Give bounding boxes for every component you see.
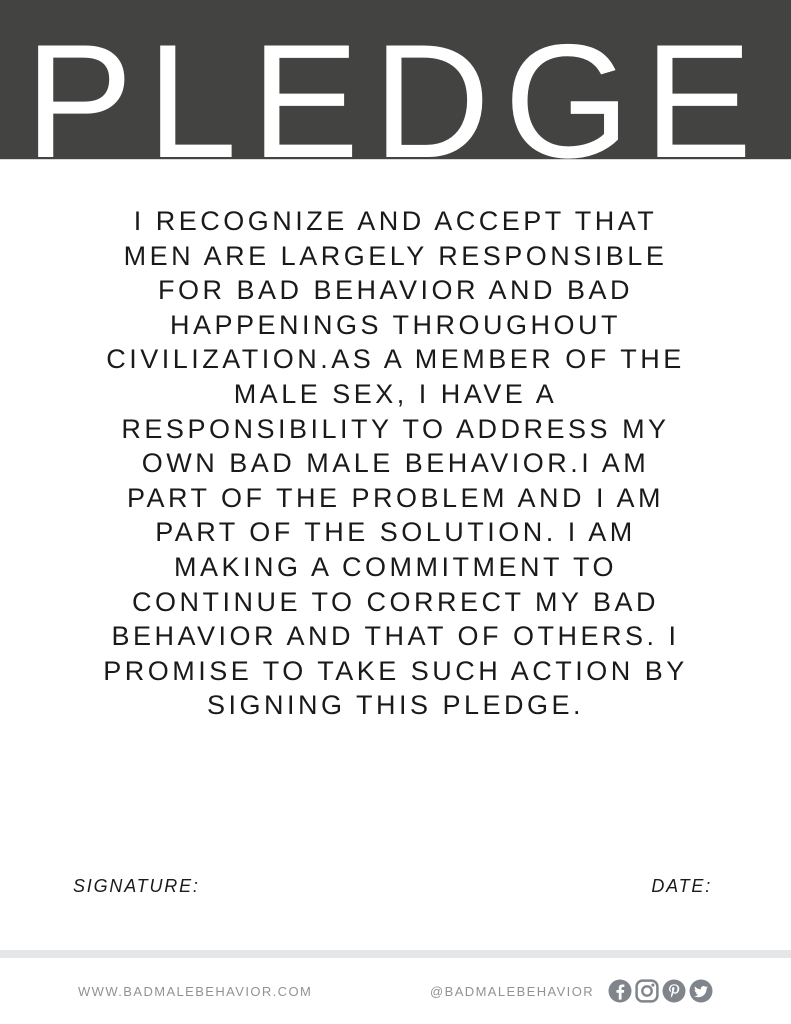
social-icons-row: [608, 979, 713, 1003]
pledge-line: MALE SEX, I HAVE A: [233, 378, 558, 409]
pledge-line: MEN ARE LARGELY RESPONSIBLE: [123, 240, 668, 271]
pledge-line: PART OF THE PROBLEM AND I AM: [126, 482, 665, 513]
pledge-line: MAKING A COMMITMENT TO: [173, 551, 618, 582]
footer-social-group: [430, 979, 713, 1003]
pledge-line: RESPONSIBILITY TO ADDRESS MY: [121, 413, 670, 444]
pledge-line: PART OF THE SOLUTION. I AM: [155, 517, 636, 548]
pledge-line: PROMISE TO TAKE SUCH ACTION BY: [103, 655, 688, 686]
header-banner: [0, 0, 791, 159]
pledge-line: I RECOGNIZE AND ACCEPT THAT: [133, 206, 658, 236]
pledge-line: HAPPENINGS THROUGHOUT: [169, 309, 622, 340]
instagram-icon[interactable]: [635, 979, 659, 1003]
pledge-text-block: [0, 204, 791, 723]
pledge-line: BEHAVIOR AND THAT OF OTHERS. I: [111, 621, 680, 652]
pledge-line: FOR BAD BEHAVIOR AND BAD: [157, 275, 634, 306]
page-title: PLEDGE: [24, 11, 767, 159]
footer-row: [78, 958, 713, 1024]
twitter-icon[interactable]: [689, 979, 713, 1003]
website-url: WWW.BADMALEBEHAVIOR.COM: [78, 983, 313, 999]
pledge-line: CONTINUE TO CORRECT MY BAD: [131, 586, 660, 617]
social-handle: @BADMALEBEHAVIOR: [430, 983, 594, 999]
signature-label: SIGNATURE:: [73, 876, 200, 896]
pinterest-icon[interactable]: [662, 979, 686, 1003]
pledge-line: CIVILIZATION.AS A MEMBER OF THE: [106, 344, 685, 375]
footer-divider: [0, 950, 791, 958]
date-label: DATE:: [651, 876, 712, 896]
facebook-icon[interactable]: [608, 979, 632, 1003]
signature-row: [73, 876, 712, 897]
pledge-line: OWN BAD MALE BEHAVIOR.I AM: [141, 448, 650, 479]
pledge-line: SIGNING THIS PLEDGE.: [206, 690, 585, 721]
